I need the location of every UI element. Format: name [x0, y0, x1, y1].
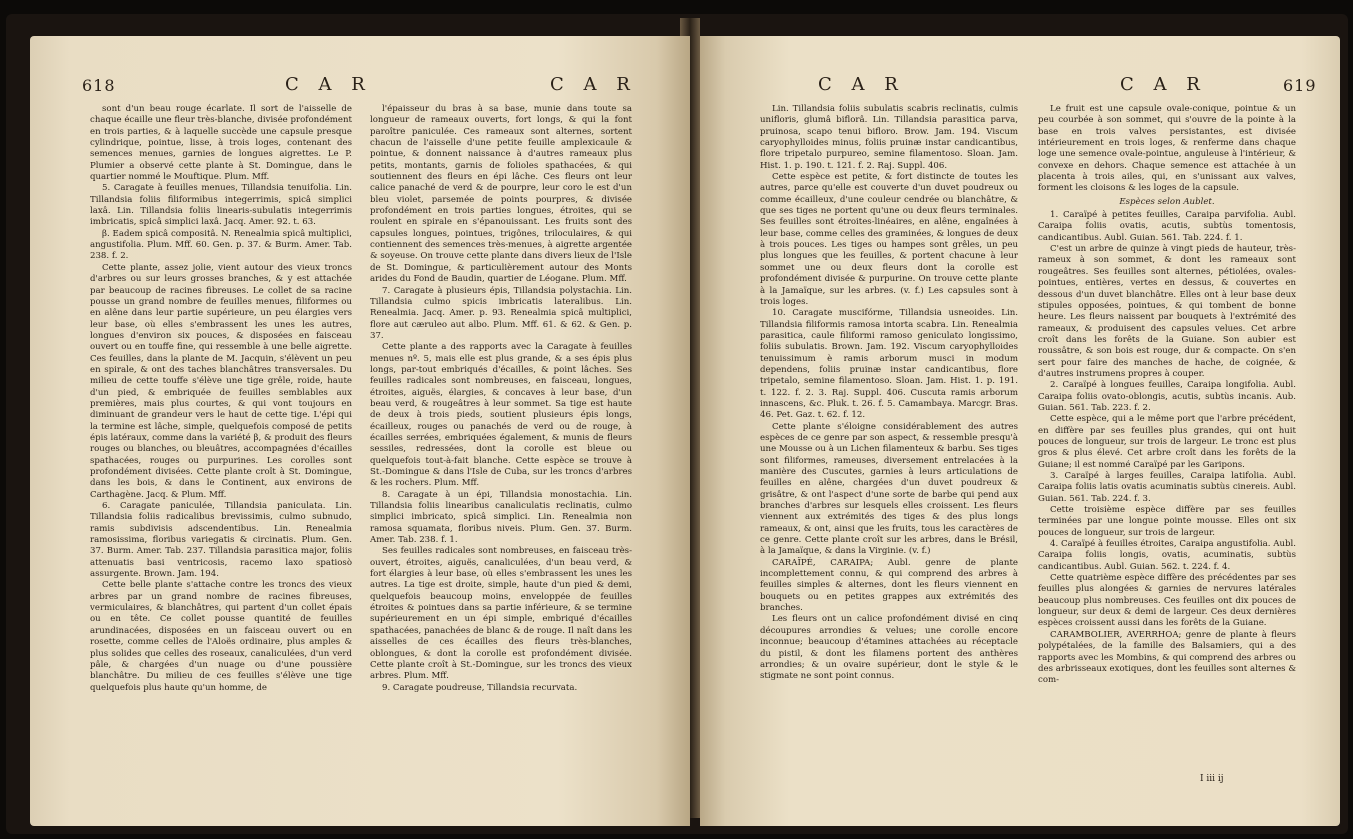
- paragraph: C'est un arbre de quinze à vingt pieds de hauteur, très-rameux à son sommet, & dont les rameaux sont rougeâtres. Ses feuilles sont alternes, pétiolées, ovales-pointues, entières, vertes en dessus, & couvertes en dessous d'un duvet blanchâtre. Elles ont à leur base deux stipules opposées, pointues, & qui tombent de bonne heure. Les fleurs naissent par bouquets à l'extrémité des rameaux, & produisent des capsules velues. Cet arbre croît dans les forêts de la Guiane. Son aubier est roussâtre, & son bois est rouge, dur & compacte. On s'en sert pour faire des manches de hache, de coignée, & d'autres instrumens propres à couper.: [1038, 244, 1296, 379]
- paragraph: 6. Caragate paniculée, Tillandsia paniculata. Lin. Tillandsia foliis radicalibus brevissimis, culmo subnudo, ramis subdivisis adscendentibus. Lin. Renealmia ramosissima, floribus variegatis & circinatis. Plum. Gen. 37. Burm. Amer. Tab. 237. Tillandsia parasitica major, foliis attenuatis basi ventricosis, racemo laxo spatiosò assurgente. Brown. Jam. 194.: [90, 501, 352, 580]
- paragraph: 1. Caraïpé à petites feuilles, Caraipa parvifolia. Aubl. Caraipa foliis ovatis, acutis, subtùs tomentosis, candicantibus. Aubl. Guian. 561. Tab. 224. f. 1.: [1038, 210, 1296, 243]
- paragraph: Cette belle plante s'attache contre les troncs des vieux arbres par un grand nombre de racines fibreuses, vermiculaires, & blanchâtres, qui partent d'un collet épais ou en tête. Ce collet pousse quantité de feuilles arundinacées, disposées en un faisceau ouvert ou en rosette, comme celles de l'Aloës ordinaire, plus amples & plus solides que celles des roseaux, canaliculées, d'un verd pâle, & chargées d'un nuage ou d'une poussière blanchâtre. Du milieu de ces feuilles s'élève une tige quelquefois plus haute qu'un homme, de: [90, 580, 352, 693]
- paragraph: Cette espèce, qui a le même port que l'arbre précédent, en diffère par ses feuilles plus grandes, qui ont huit pouces de longueur, sur trois de largeur. Le tronc est plus gros & plus élevé. Cet arbre croît dans les forêts de la Guiane; il est nommé Caraïpé par les Garipons.: [1038, 414, 1296, 470]
- running-head-right: C A R: [1120, 74, 1207, 95]
- left-page: [30, 36, 690, 826]
- paragraph: Les fleurs ont un calice profondément divisé en cinq découpures arrondies & velues; une corolle encore inconnue; beaucoup d'étamines attachées au réceptacle du pistil, & dont les filamens portent des anthères arrondies; & un ovaire supérieur, dont le style & le stigmate ne sont point connus.: [760, 614, 1018, 682]
- paragraph: l'épaisseur du bras à sa base, munie dans toute sa longueur de rameaux ouverts, fort longs, & qui la font paroître paniculée. Ces rameaux sont alternes, sortent chacun de l'aisselle d'une petite feuille amplexicaule & pointue, & donnent naissance à d'autres rameaux plus petits, montants, garnis de folioles spathacées, & qui soutiennent des fleurs en épi lâche. Ces fleurs ont leur calice panaché de verd & de pourpre, leur coro le est d'un bleu violet, parsemée de points pourpres, & divisée profondément en trois parties longues, étroites, qui se roulent en spirale en s'épanouissant. Les fruits sont des capsules longues, pointues, trigônes, triloculaires, & qui contiennent des semences très-menues, à aigrette argentée & soyeuse. On trouve cette plante dans divers lieux de l'Isle de St. Domingue, & particulièrement autour des Monts arides du Fond de Baudin, quartier de Léogane. Plum. Mff.: [370, 104, 632, 285]
- paragraph: 5. Caragate à feuilles menues, Tillandsia tenuifolia. Lin. Tillandsia foliis filiformibus integerrimis, spicâ simplici laxâ. Lin. Tillandsia foliis linearis-subulatis integerrimis imbricatis, spicâ simplici laxâ. Jacq. Amer. 92. t. 63.: [90, 183, 352, 228]
- left-column-2: [370, 104, 632, 694]
- page-number-left: 618: [82, 76, 116, 95]
- paragraph: 7. Caragate à plusieurs épis, Tillandsia polystachia. Lin. Tillandsia culmo spicis imbricatis lateralibus. Lin. Renealmia. Jacq. Amer. p. 93. Renealmia spicâ multiplici, flore aut cæruleo aut albo. Plum. Mff. 61. & 62. & Gen. p. 37.: [370, 285, 632, 341]
- paragraph: 8. Caragate à un épi, Tillandsia monostachia. Lin. Tillandsia foliis linearibus canaliculatis reclinatis, culmo simplici imbricato, spicâ simplici. Lin. Renealmia non ramosa squamata, floribus niveis. Plum. Gen. 37. Burm. Amer. Tab. 238. f. 1.: [370, 489, 632, 546]
- paragraph: Cette troisième espèce diffère par ses feuilles terminées par une longue pointe mousse. Elles ont six pouces de longueur, sur trois de largeur.: [1038, 505, 1296, 538]
- paragraph: 9. Caragate poudreuse, Tillandsia recurvata.: [382, 682, 578, 693]
- right-column-1: [760, 104, 1018, 683]
- paragraph: Espèces selon Aublet.: [1119, 196, 1215, 207]
- running-head-left: C A R: [285, 74, 372, 95]
- paragraph: β. Eadem spicâ compositâ. N. Renealmia spicâ multiplici, angustifolia. Plum. Mff. 60. Gen. p. 37. & Burm. Amer. Tab. 238. f. 2.: [90, 228, 352, 262]
- paragraph: Cette quatrième espèce diffère des précédentes par ses feuilles plus alongées & garnies de nervures latérales beaucoup plus nombreuses. Ces feuilles ont dix pouces de longueur, sur deux & demi de largeur. Ces deux dernières espèces croissent aussi dans les forêts de la Guiane.: [1038, 573, 1296, 629]
- paragraph: Le fruit est une capsule ovale-conique, pointue & un peu courbée à son sommet, qui s'ouvre de la pointe à la base en trois valves persistantes, est divisée intérieurement en trois loges, & renferme dans chaque loge une semence ovale-pointue, anguleuse à l'intérieur, & convexe en dehors. Chaque semence est attachée à un placenta à trois ailes, qui, en s'unissant aux valves, forment les cloisons & les loges de la capsule.: [1038, 104, 1296, 194]
- paragraph: Lin. Tillandsia foliis subulatis scabris reclinatis, culmis unifloris, glumâ biflorâ. Lin. Tillandsia parasitica parva, pruinosa, scapo tenui bifloro. Brow. Jam. 194. Viscum caryophylloides minus, foliis pruinæ instar candicantibus, flore tripetalo purpureo, semine filamentoso. Sloan. Jam. Hist. 1. p. 190. t. 121. f. 2. Raj. Suppl. 406.: [760, 104, 1018, 171]
- paragraph: CARAÏPÉ, CARAIPA; Aubl. genre de plante incomplettement connu, & qui comprend des arbres à feuilles simples & alternes, dont les fleurs viennent en bouquets ou en petites grappes aux extrémités des branches.: [760, 557, 1018, 614]
- paragraph: Cette plante a des rapports avec la Caragate à feuilles menues nº. 5, mais elle est plus grande, & a ses épis plus longs, par-tout embriqués d'écailles, & point lâches. Ses feuilles radicales sont nombreuses, en faisceau, longues, étroites, aiguës, élargies, & concaves à leur base, d'un beau verd, & rougeâtres à leur sommet. Sa tige est haute de deux à trois pieds, soutient plusieurs épis longs, écailleux, rouges ou panachés de verd ou de rouge, à écailles serrées, embriquées également, & munis de fleurs sessiles, redressées, dont la corolle est bleue ou quelquefois tout-à-fait blanche. Cette espèce se trouve à St.-Domingue & dans l'Isle de Cuba, sur les troncs d'arbres & les rochers. Plum. Mff.: [370, 342, 632, 489]
- running-head-right-1: C A R: [818, 74, 905, 95]
- paragraph: Cette plante, assez jolie, vient autour des vieux troncs d'arbres ou sur leurs grosses branches, & y est attachée par beaucoup de racines fibreuses. Le collet de sa racine pousse un grand nombre de feuilles menues, filiformes ou en alêne dans leur partie supérieure, un peu élargies vers leur base, où elles s'embrassent les unes les autres, longues d'environ six pouces, & disposées en faisceau ouvert ou en touffe fine, qui ressemble à une belle aigrette. Ces feuilles, dans la plante de M. Jacquin, s'élèvent un peu en spirale, & ont des taches blanchâtres transversales. Du milieu de cette touffe s'élève une tige grêle, roide, haute d'un pied, & embriquée de feuilles semblables aux premières, mais plus courtes, & qui vont toujours en diminuant de grandeur vers le haut de cette tige. L'épi qui la termine est lâche, simple, quelquefois composé de petits épis latéraux, comme dans la variété β, & produit des fleurs rouges ou blanches, ou bleuâtres, accompagnées d'écailles spathacées, rouges ou purpurines. Les corolles sont profondément divisées. Cette plante croît à St. Domingue, dans les bois, & dans le Continent, aux environs de Carthagène. Jacq. & Plum. Mff.: [90, 262, 352, 500]
- paragraph: Ses feuilles radicales sont nombreuses, en faisceau très-ouvert, étroites, aiguës, canaliculées, d'un beau verd, & fort élargies à leur base, où elles s'embrassent les unes les autres. La tige est droite, simple, haute d'un pied & demi, quelquefois beaucoup moins, enveloppée de feuilles étroites & pointues dans sa partie inférieure, & se termine supérieurement en un épi simple, embriqué d'écailles spathacées, panachées de blanc & de rouge. Il naît dans les aisselles de ces écailles des fleurs très-blanches, oblongues, & dont la corolle est profondément divisée. Cette plante croît à St.-Domingue, sur les troncs des vieux arbres. Plum. Mff.: [370, 546, 632, 682]
- right-page: [700, 36, 1340, 826]
- paragraph: Cette plante s'éloigne considérablement des autres espèces de ce genre par son aspect, & ressemble presqu'à une Mousse ou à un Lichen filamenteux & barbu. Ses tiges sont filiformes, rameuses, diversement entrelacées à la manière des Cuscutes, garnies à leurs articulations de feuilles en alêne, chargées d'un duvet poudreux & grisâtre, & ont l'aspect d'une sorte de barbe qui pend aux branches d'arbres sur lesquels elles croissent. Les fleurs viennent aux extrémités des tiges & des plus longs rameaux, & ont, ainsi que les fruits, tous les caractères de ce genre. Cette plante croît sur les arbres, dans le Brésil, à la Jamaïque, & dans la Virginie. (v. f.): [760, 421, 1018, 557]
- paragraph: CARAMBOLIER, AVERRHOA; genre de plante à fleurs polypétalées, de la famille des Balsamiers, qui a des rapports avec les Mombins, & qui comprend des arbres ou des arbrisseaux exotiques, dont les feuilles sont alternes & com-: [1038, 629, 1296, 686]
- paragraph: 2. Caraïpé à longues feuilles, Caraipa longifolia. Aubl. Caraipa foliis ovato-oblongis, acutis, subtùs incanis. Aub. Guian. 561. Tab. 223. f. 2.: [1038, 380, 1296, 413]
- left-column-1: [90, 104, 352, 694]
- page-number-right: 619: [1283, 76, 1317, 95]
- running-head-left-2: C A R: [550, 74, 637, 95]
- paragraph: 10. Caragate muscifórme, Tillandsia usneoides. Lin. Tillandsia filiformis ramosa intorta scabra. Lin. Renealmia parasitica, caule filiformi ramoso geniculato longissimo, foliis subulatis. Brown. Jam. 192. Viscum caryophylloides tenuissimum è ramis arborum musci in modum dependens, foliis pruinæ instar candicantibus, flore tripetalo, semine filamentoso. Sloan. Jam. Hist. 1. p. 191. t. 122. f. 2. 3. Raj. Suppl. 406. Cuscuta ramis arborum innascens, &c. Pluk. t. 26. f. 5. Camambaya. Marcgr. Bras. 46. Pet. Gaz. t. 62. f. 12.: [760, 308, 1018, 421]
- paragraph: Cette espèce est petite, & fort distincte de toutes les autres, parce qu'elle est couverte d'un duvet poudreux ou comme écailleux, d'une couleur cendrée ou blanchâtre, & que ses tiges ne portent qu'une ou deux fleurs terminales. Ses feuilles sont étroites-linéaires, en alêne, engaînées à leur base, comme celles des graminées, & longues de deux à trois pouces. Les tiges ou hampes sont grêles, un peu plus longues que les feuilles, & portent chacune à leur sommet une ou deux fleurs dont la corolle est profondément divisée & purpurine. On trouve cette plante à la Jamaïque, sur les arbres. (v. f.) Les capsules sont à trois loges.: [760, 172, 1018, 307]
- paragraph: 4. Caraïpé à feuilles étroites, Caraipa angustifolia. Aubl. Caraipa foliis longis, ovatis, acuminatis, subtùs candicantibus. Aubl. Guian. 562. t. 224. f. 4.: [1038, 539, 1296, 572]
- right-column-2: [1038, 104, 1296, 687]
- paragraph: 3. Caraïpé à larges feuilles, Caraipa latifolia. Aubl. Caraipa foliis latis ovatis acuminatis subtùs cinereis. Aubl. Guian. 561. Tab. 224. f. 3.: [1038, 471, 1296, 504]
- signature-mark: I iii ij: [1200, 774, 1224, 784]
- paragraph: sont d'un beau rouge écarlate. Il sort de l'aisselle de chaque écaille une fleur très-blanche, divisée profondément en trois parties, & à laquelle succède une capsule presque cylindrique, pointue, lisse, à trois loges, contenant des semences menues, garnies de longues aigrettes. Le P. Plumier a observé cette plante à St. Domingue, dans le quartier nommé le Mouftique. Plum. Mff.: [90, 104, 352, 183]
